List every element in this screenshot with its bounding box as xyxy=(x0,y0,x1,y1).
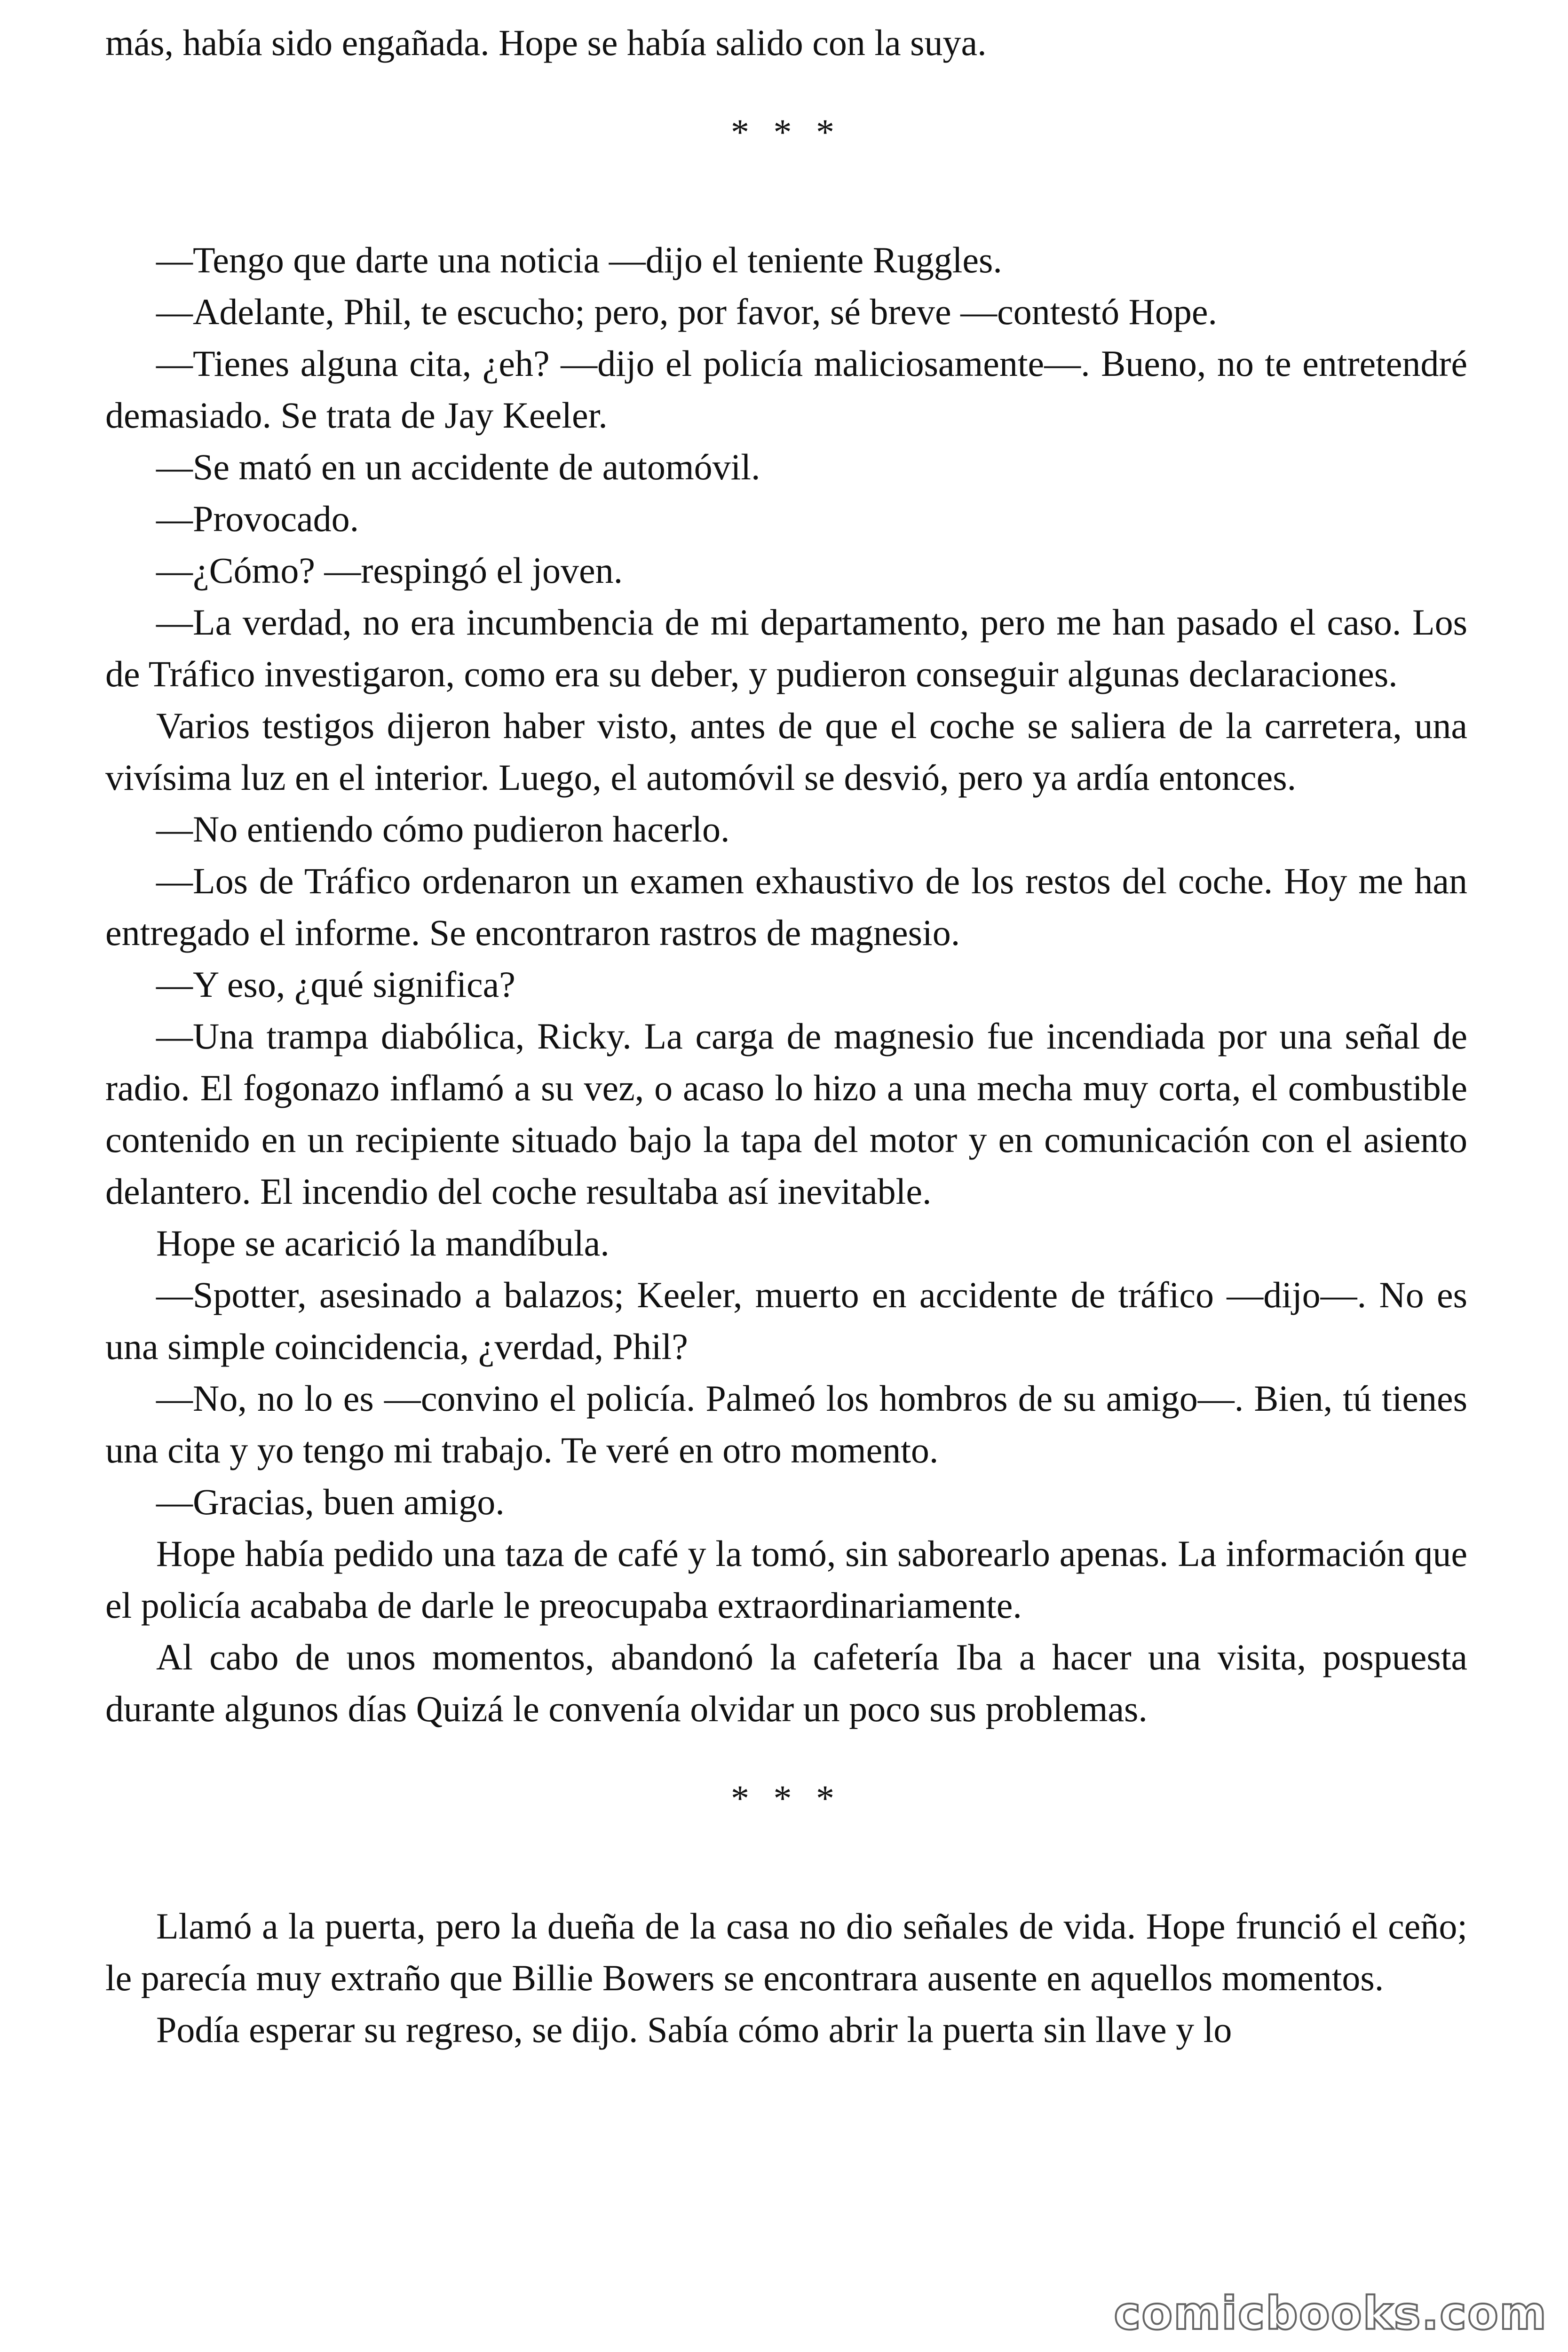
paragraph: —Provocado. xyxy=(156,498,359,539)
paragraph: —Spotter, asesinado a balazos; Keeler, muerto en accidente de tráfico —dijo—. No es una simple coincidencia, ¿verdad, Phil? xyxy=(105,1274,1467,1367)
scene-separator: * * * xyxy=(731,111,842,152)
paragraph: —Adelante, Phil, te escucho; pero, por favor, sé breve —contestó Hope. xyxy=(156,291,1218,332)
page-body xyxy=(105,17,1467,2056)
paragraph: —Una trampa diabólica, Ricky. La carga de magnesio fue incendiada por una señal de radio. El fogonazo inflamó a su vez, o acaso lo hizo a una mecha muy corta, el combustible contenido en un recipiente situado bajo la tapa del motor y en comunicación con el asiento delantero. El incendio del coche resultaba así inevitable. xyxy=(105,1016,1467,1212)
paragraph: —Gracias, buen amigo. xyxy=(156,1481,505,1522)
paragraph: —Los de Tráfico ordenaron un examen exhaustivo de los restos del coche. Hoy me han entregado el informe. Se encontraron rastros de magnesio. xyxy=(105,860,1467,953)
paragraph: —La verdad, no era incumbencia de mi departamento, pero me han pasado el caso. Los de Tráfico investigaron, como era su deber, y pudieron conseguir algunas declaraciones. xyxy=(105,602,1467,694)
paragraph: Llamó a la puerta, pero la dueña de la casa no dio señales de vida. Hope frunció el ceño; le parecía muy extraño que Billie Bowers se encontrara ausente en aquellos momentos. xyxy=(105,1906,1467,1998)
paragraph: —No entiendo cómo pudieron hacerlo. xyxy=(156,809,730,850)
paragraph: —Se mató en un accidente de automóvil. xyxy=(156,446,760,487)
paragraph: Podía esperar su regreso, se dijo. Sabía cómo abrir la puerta sin llave y lo xyxy=(156,2009,1232,2050)
paragraph: —¿Cómo? —respingó el joven. xyxy=(156,550,623,591)
paragraph: —No, no lo es —convino el policía. Palmeó los hombros de su amigo—. Bien, tú tienes una cita y yo tengo mi trabajo. Te veré en otro momento. xyxy=(105,1378,1467,1470)
scene-separator: * * * xyxy=(731,1778,842,1819)
paragraph: Hope se acarició la mandíbula. xyxy=(156,1223,610,1263)
paragraph: Varios testigos dijeron haber visto, antes de que el coche se saliera de la carretera, una vivísima luz en el interior. Luego, el automóvil se desvió, pero ya ardía entonces. xyxy=(105,705,1467,798)
paragraph: —Tienes alguna cita, ¿eh? —dijo el policía maliciosamente—. Bueno, no te entretendré demasiado. Se trata de Jay Keeler. xyxy=(105,343,1467,436)
paragraph: Hope había pedido una taza de café y la tomó, sin saborearlo apenas. La información que el policía acababa de darle le preocupaba extraordinariamente. xyxy=(105,1533,1467,1626)
paragraph: más, había sido engañada. Hope se había salido con la suya. xyxy=(105,22,987,63)
paragraph: —Y eso, ¿qué significa? xyxy=(156,964,515,1005)
paragraph: —Tengo que darte una noticia —dijo el teniente Ruggles. xyxy=(156,239,1002,280)
paragraph: Al cabo de unos momentos, abandonó la cafetería Iba a hacer una visita, pospuesta durante algunos días Quizá le convenía olvidar un poco sus problemas. xyxy=(105,1637,1467,1729)
watermark-logo: comicbooks.com xyxy=(1114,2287,1547,2340)
